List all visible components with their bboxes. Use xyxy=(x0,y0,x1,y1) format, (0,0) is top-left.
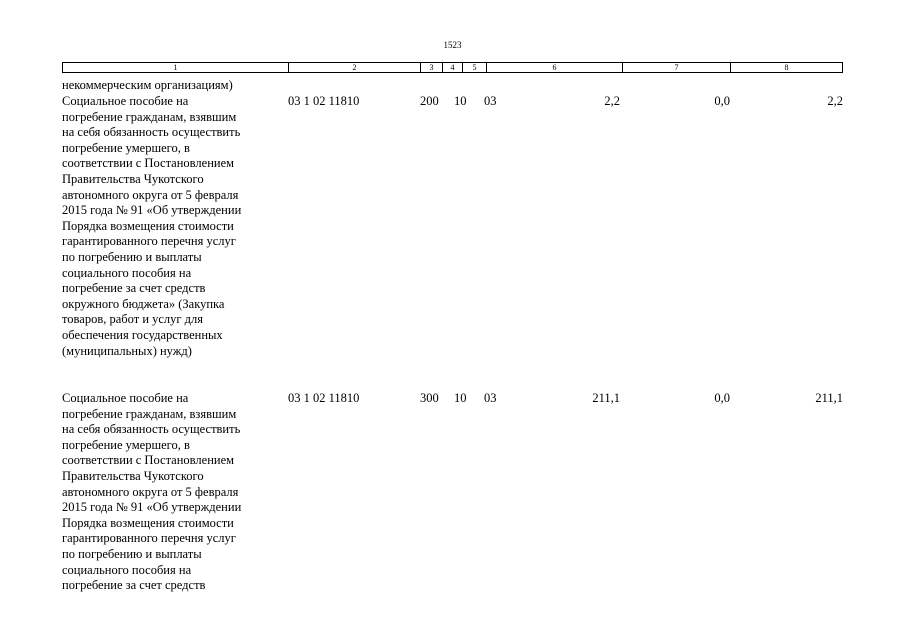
row-code: 03 1 02 11810 xyxy=(288,391,360,405)
row-sum-3: 2,2 xyxy=(827,94,843,108)
row-rz: 10 xyxy=(454,391,467,405)
row-sum-3: 211,1 xyxy=(815,391,843,405)
row-code: 03 1 02 11810 xyxy=(288,94,360,108)
row-name: Социальное пособие на погребение гражданам, взявшим на себя обязанность осуществить погребение умершего, в соответствии с Постановлением Правительства Чукотского автономного округа от 5 февраля 2015 года № 91 «Об утверждении Порядка возмещения стоимости гарантированного перечня услуг по погребению и выплаты социального пособия на погребение за счет средств xyxy=(62,391,242,593)
header-col-8: 8 xyxy=(784,63,789,72)
header-col-1: 1 xyxy=(63,63,289,72)
continuation-text: некоммерческим организациям) xyxy=(62,78,233,92)
row-rz: 10 xyxy=(454,94,467,108)
row-vr: 300 xyxy=(420,391,439,405)
header-col-3: 3 xyxy=(421,63,443,72)
table-header xyxy=(62,62,843,73)
header-col-2: 2 xyxy=(289,63,421,72)
row-sum-2: 0,0 xyxy=(714,391,730,405)
row-vr: 200 xyxy=(420,94,439,108)
row-name: Социальное пособие на погребение гражданам, взявшим на себя обязанность осуществить погребение умершего, в соответствии с Постановлением Правительства Чукотского автономного округа от 5 февраля 2015 года № 91 «Об утверждении Порядка возмещения стоимости гарантированного перечня услуг по погребению и выплаты социального пособия на погребение за счет средств окружного бюджета» (Закупка товаров, работ и услуг для обеспечения государственных (муниципальных) нужд) xyxy=(62,94,242,358)
header-col-5: 5 xyxy=(463,63,487,72)
row-sum-1: 211,1 xyxy=(592,391,620,405)
row-sum-2: 0,0 xyxy=(714,94,730,108)
header-col-4: 4 xyxy=(443,63,463,72)
header-col-6: 6 xyxy=(487,63,623,72)
row-pr: 03 xyxy=(484,391,497,405)
page-number: 1523 xyxy=(443,40,462,50)
row-pr: 03 xyxy=(484,94,497,108)
row-sum-1: 2,2 xyxy=(604,94,620,108)
header-col-7: 7 xyxy=(623,63,731,72)
